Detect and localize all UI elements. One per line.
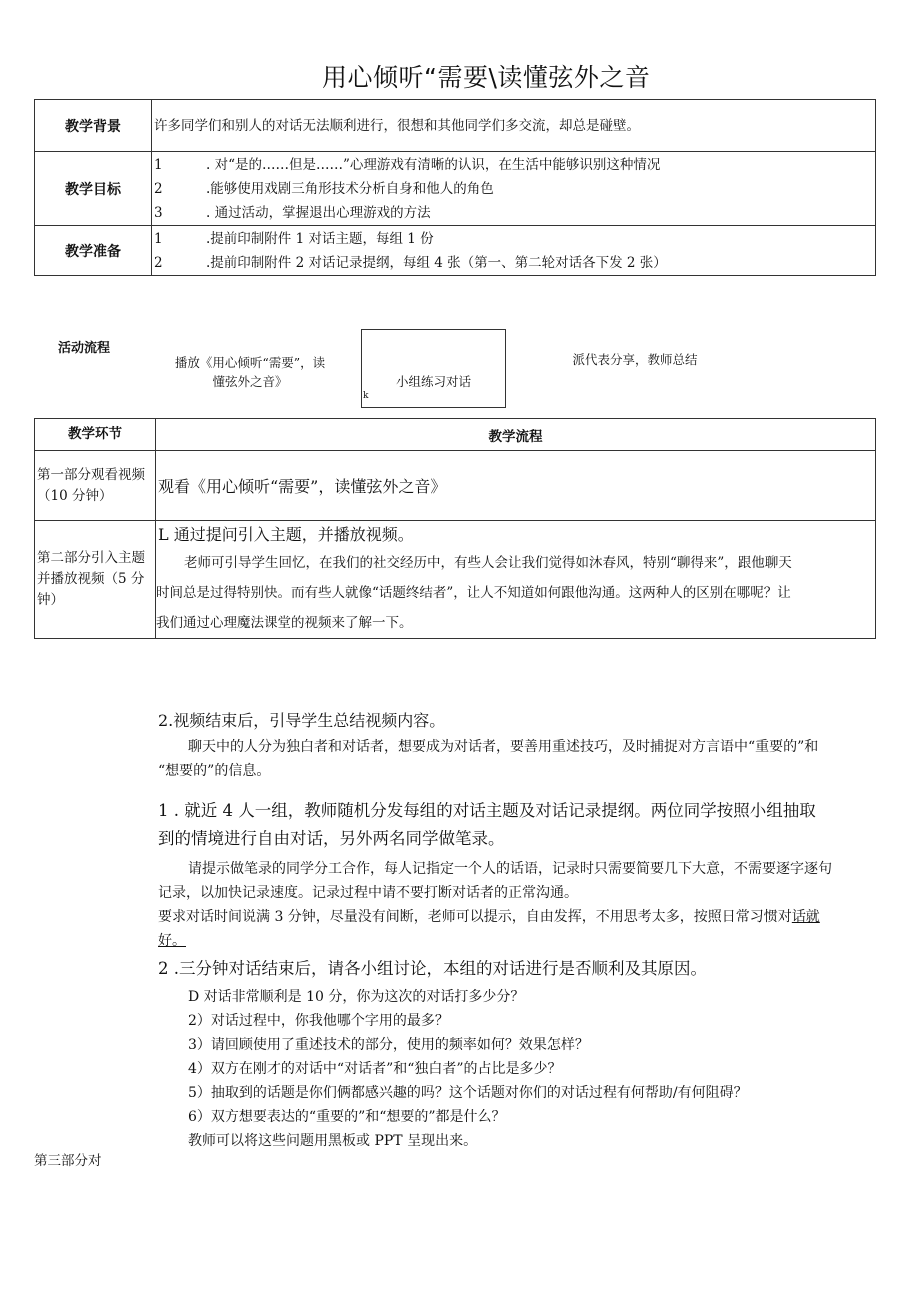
section3-para-line: 要求对话时间说满 3 分钟，尽量没有间断，老师可以提示，自由发挥，不用思考太多，按照日常习惯对话就	[158, 909, 820, 925]
row2-heading: L 通过提问引入主题，并播放视频。	[158, 524, 414, 544]
goals-label: 教学目标	[35, 152, 152, 226]
flow-step-2-box	[361, 329, 506, 408]
flow-step-2: 小组练习对话	[395, 374, 471, 389]
prep-list	[152, 226, 876, 276]
flow-step-2-mark: k	[363, 391, 369, 401]
row2-stage: 第二部分引入主题并播放视频（5 分钟）	[35, 521, 156, 639]
goal-item: 2 .能够使用戏剧三角形技术分析自身和他人的角色	[154, 180, 494, 197]
section4-heading: 2 .三分钟对话结束后，请各小组讨论，本组的对话进行是否顺利及其原因。	[158, 959, 707, 978]
question-item: 3）请回顾使用了重述技术的部分，使用的频率如何？效果怎样？	[188, 1037, 589, 1053]
process-table	[34, 418, 876, 639]
prep-item: 2 .提前印制附件 2 对话记录提纲，每组 4 张（第一、第二轮对话各下发 2 张）	[154, 254, 667, 271]
question-item: 5）抽取到的话题是你们俩都感兴趣的吗？这个话题对你们的对话过程有何帮助/有何阻碍？	[188, 1085, 748, 1101]
section3-heading: 1 . 就近 4 人一组，教师随机分发每组的对话主题及对话记录提纲。两位同学按照小组抽取	[158, 801, 816, 820]
flow-label: 活动流程	[58, 341, 111, 356]
flow-step-1: 播放《用心倾听“需要”，读懂弦外之音》	[174, 355, 326, 389]
row1-stage: 第一部分观看视频（10 分钟）	[35, 451, 156, 521]
process-col-stage: 教学环节	[35, 419, 156, 451]
section2-heading: 2.视频结束后，引导学生总结视频内容。	[158, 711, 446, 730]
row2-para-line: 老师可引导学生回忆，在我们的社交经历中，有些人会让我们觉得如沐春风，特别“聊得来”，跟他聊天	[184, 554, 792, 571]
row2-para-line: 时间总是过得特别快。而有些人就像“话题终结者”，让人不知道如何跟他沟通。这两种人的区别在哪呢？让	[156, 584, 791, 601]
next-section-fragment: 第三部分对	[34, 1153, 102, 1169]
goals-list	[152, 152, 876, 226]
section3-heading: 到的情境进行自由对话，另外两名同学做笔录。	[158, 829, 505, 848]
page-title: 用心倾听“需要\读懂弦外之音	[322, 63, 651, 92]
goal-item: 1 . 对“是的……但是……”心理游戏有清晰的认识，在生活中能够识别这种情况	[154, 156, 661, 173]
section3-para-line: 请提示做笔录的同学分工合作，每人记指定一个人的话语，记录时只需要简要几下大意，不需要逐字逐句	[188, 861, 832, 877]
row2-para-line: 我们通过心理魔法课堂的视频来了解一下。	[156, 614, 413, 631]
prep-item: 1 .提前印制附件 1 对话主题，每组 1 份	[154, 230, 434, 247]
closing-note: 教师可以将这些问题用黑板或 PPT 呈现出来。	[188, 1133, 478, 1149]
section2-para-line: “想要的”的信息。	[158, 763, 271, 779]
section3-para-line: 好。	[158, 933, 186, 949]
section2-para-line: 聊天中的人分为独白者和对话者，想要成为对话者，要善用重述技巧，及时捕捉对方言语中“重要的”和	[188, 739, 819, 755]
question-item: 2）对话过程中，你我他哪个字用的最多？	[188, 1013, 449, 1029]
info-table	[34, 99, 876, 276]
row2-flow	[156, 521, 876, 639]
prep-label: 教学准备	[35, 226, 152, 276]
section3-para-line: 记录，以加快记录速度。记录过程中请不要打断对话者的正常沟通。	[158, 885, 578, 901]
question-item: D 对话非常顺利是 10 分，你为这次的对话打多少分？	[188, 989, 525, 1005]
background-label: 教学背景	[35, 100, 152, 152]
flow-step-3: 派代表分享，教师总结	[572, 352, 698, 367]
process-col-flow: 教学流程	[156, 419, 876, 451]
row1-flow: 观看《用心倾听“需要”，读懂弦外之音》	[156, 451, 876, 521]
question-item: 6）双方想要表达的“重要的”和“想要的”都是什么？	[188, 1109, 506, 1125]
background-text: 许多同学们和别人的对话无法顺利进行，很想和其他同学们多交流，却总是碰壁。	[152, 100, 876, 152]
goal-item: 3 . 通过活动，掌握退出心理游戏的方法	[154, 204, 431, 221]
question-item: 4）双方在刚才的对话中“对话者”和“独白者”的占比是多少？	[188, 1061, 562, 1077]
